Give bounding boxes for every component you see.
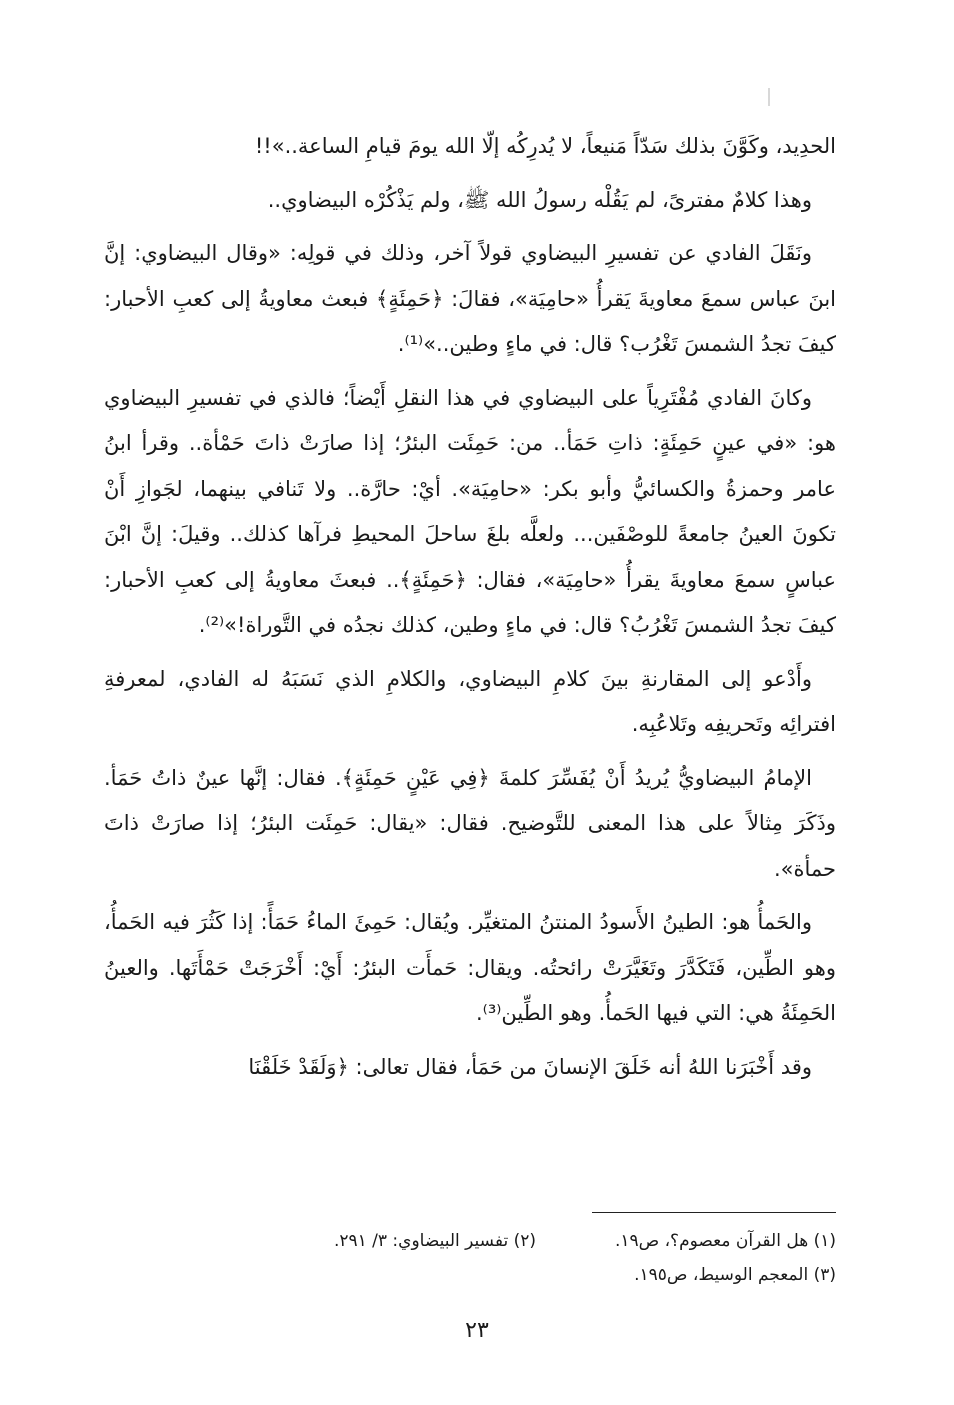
footnote-separator (592, 1212, 836, 1213)
paragraph-1: الحدِيد، وكَوَّنَ بذلك سَدّاً مَنيعاً، لا يُدرِكُه إلّا الله يومَ قيامِ الساعة..»!! (254, 134, 836, 158)
footnote-row (150, 1224, 836, 1258)
paragraph-3: ونَقَلَ الفادي عن تفسيرِ البيضاوي قولاً آخر، وذلك في قولِه: «وقال البيضاوي: إنَّ ابنَ عباس سمعَ معاويةَ يَقرأُ «حامِيَة»، فقالَ: ﴿حَمِئَةٍ﴾ فبعث معاويةُ إلى كعبِ الأحبار: كيفَ تجدُ الشمسَ تَغْرُب؟ قال: في ماءٍ وطين..»⁽¹⁾. (104, 241, 836, 356)
paragraph-5: وأَدْعو إلى المقارنةِ بينَ كلامِ البيضاوي، والكلامِ الذي نَسَبَهُ له الفادي، لمعرفةِ افترائِه وتَحريفِه وتَلاعُبِه. (104, 666, 836, 736)
paragraph-8: وقد أَخْبَرَنا اللهُ أنه خَلَقَ الإنسانَ من حَمَأ، فقال تعالى: ﴿وَلَقَدْ خَلَقْنَا (248, 1054, 812, 1079)
footnote-1: (١) هل القرآن معصوم؟، ص١٩. (614, 1231, 836, 1251)
footnote-row (150, 1258, 836, 1292)
paragraph-7: والحَمأُ هو: الطينُ الأَسودُ المنتنُ المتغيِّر. ويُقال: حَمِئَ الماءُ حَمَأً: إذا كَثُرَ فيه الحَمأُ، وهو الطِّين، فَتَكَدَّرَ وتَغَيَّرَتْ رائحتُه. ويقال: حَمأَت البئرُ: أَيْ: أَخْرَجَتْ حَمْأَتَها. والعينُ الحَمِئَةُ هي: التي فيها الحَمأُ. وهو الطِّين⁽³⁾. (104, 910, 836, 1025)
margin-mark (768, 88, 770, 106)
page-number: ٢٣ (465, 1318, 489, 1343)
paragraph-6: الإمامُ البيضاويُّ يُريدُ أَنْ يُفَسِّرَ كلمةَ ﴿فِي عَيْنٍ حَمِئَةٍ﴾. فقال: إنَّها عينٌ ذاتُ حَمَأ. وذَكَرَ مِثالاً على هذا المعنى للتَّوضيح. فقال: «يقال: حَمِئَت البئرُ؛ إذا صارَتْ ذاتَ حمأة». (104, 765, 836, 881)
paragraph-4: وكانَ الفادي مُفْتَرِياً على البيضاوي في هذا النقلِ أَيْضاً؛ فالذي في تفسيرِ البيضاوي هو: «في عينٍ حَمِئَةٍ: ذاتِ حَمَأ.. من: حَمِئَت البئرُ؛ إذا صارَتْ ذاتَ حَمْأة.. وقرأ ابنُ عامر وحمزةُ والكسائيُّ وأبو بكر: «حامِيَة». أيْ: حارَّة.. ولا تَنافي بينهما، لجَوازِ أَنْ تكونَ العينُ جامعةً للوصْفَين... ولعلَّه بلغَ ساحلَ المحيطِ فرآها كذلك.. وقيلَ: إنَّ ابْنَ عباسٍ سمعَ معاويةَ يقرأُ «حامِيَة»، فقال: ﴿حَمِئَةٍ﴾.. فبعثَ معاويةُ إلى كعبِ الأحبار: كيفَ تجدُ الشمسَ تَغْرُبُ؟ قال: في ماءٍ وطين، كذلك نجدُه في التَّوراة!»⁽²⁾. (104, 385, 836, 637)
main-text (104, 124, 836, 1098)
footnote-2: (٢) تفسير البيضاوي: ٣/ ٢٩١. (333, 1231, 536, 1251)
paragraph-2: وهذا كلامٌ مفترىً، لم يَقُلْه رسولُ الله ﷺ، ولم يَذْكُرْه البيضاوي.. (267, 187, 812, 212)
footnotes (150, 1224, 836, 1292)
footnote-3: (٣) المعجم الوسيط، ص١٩٥. (634, 1265, 836, 1285)
